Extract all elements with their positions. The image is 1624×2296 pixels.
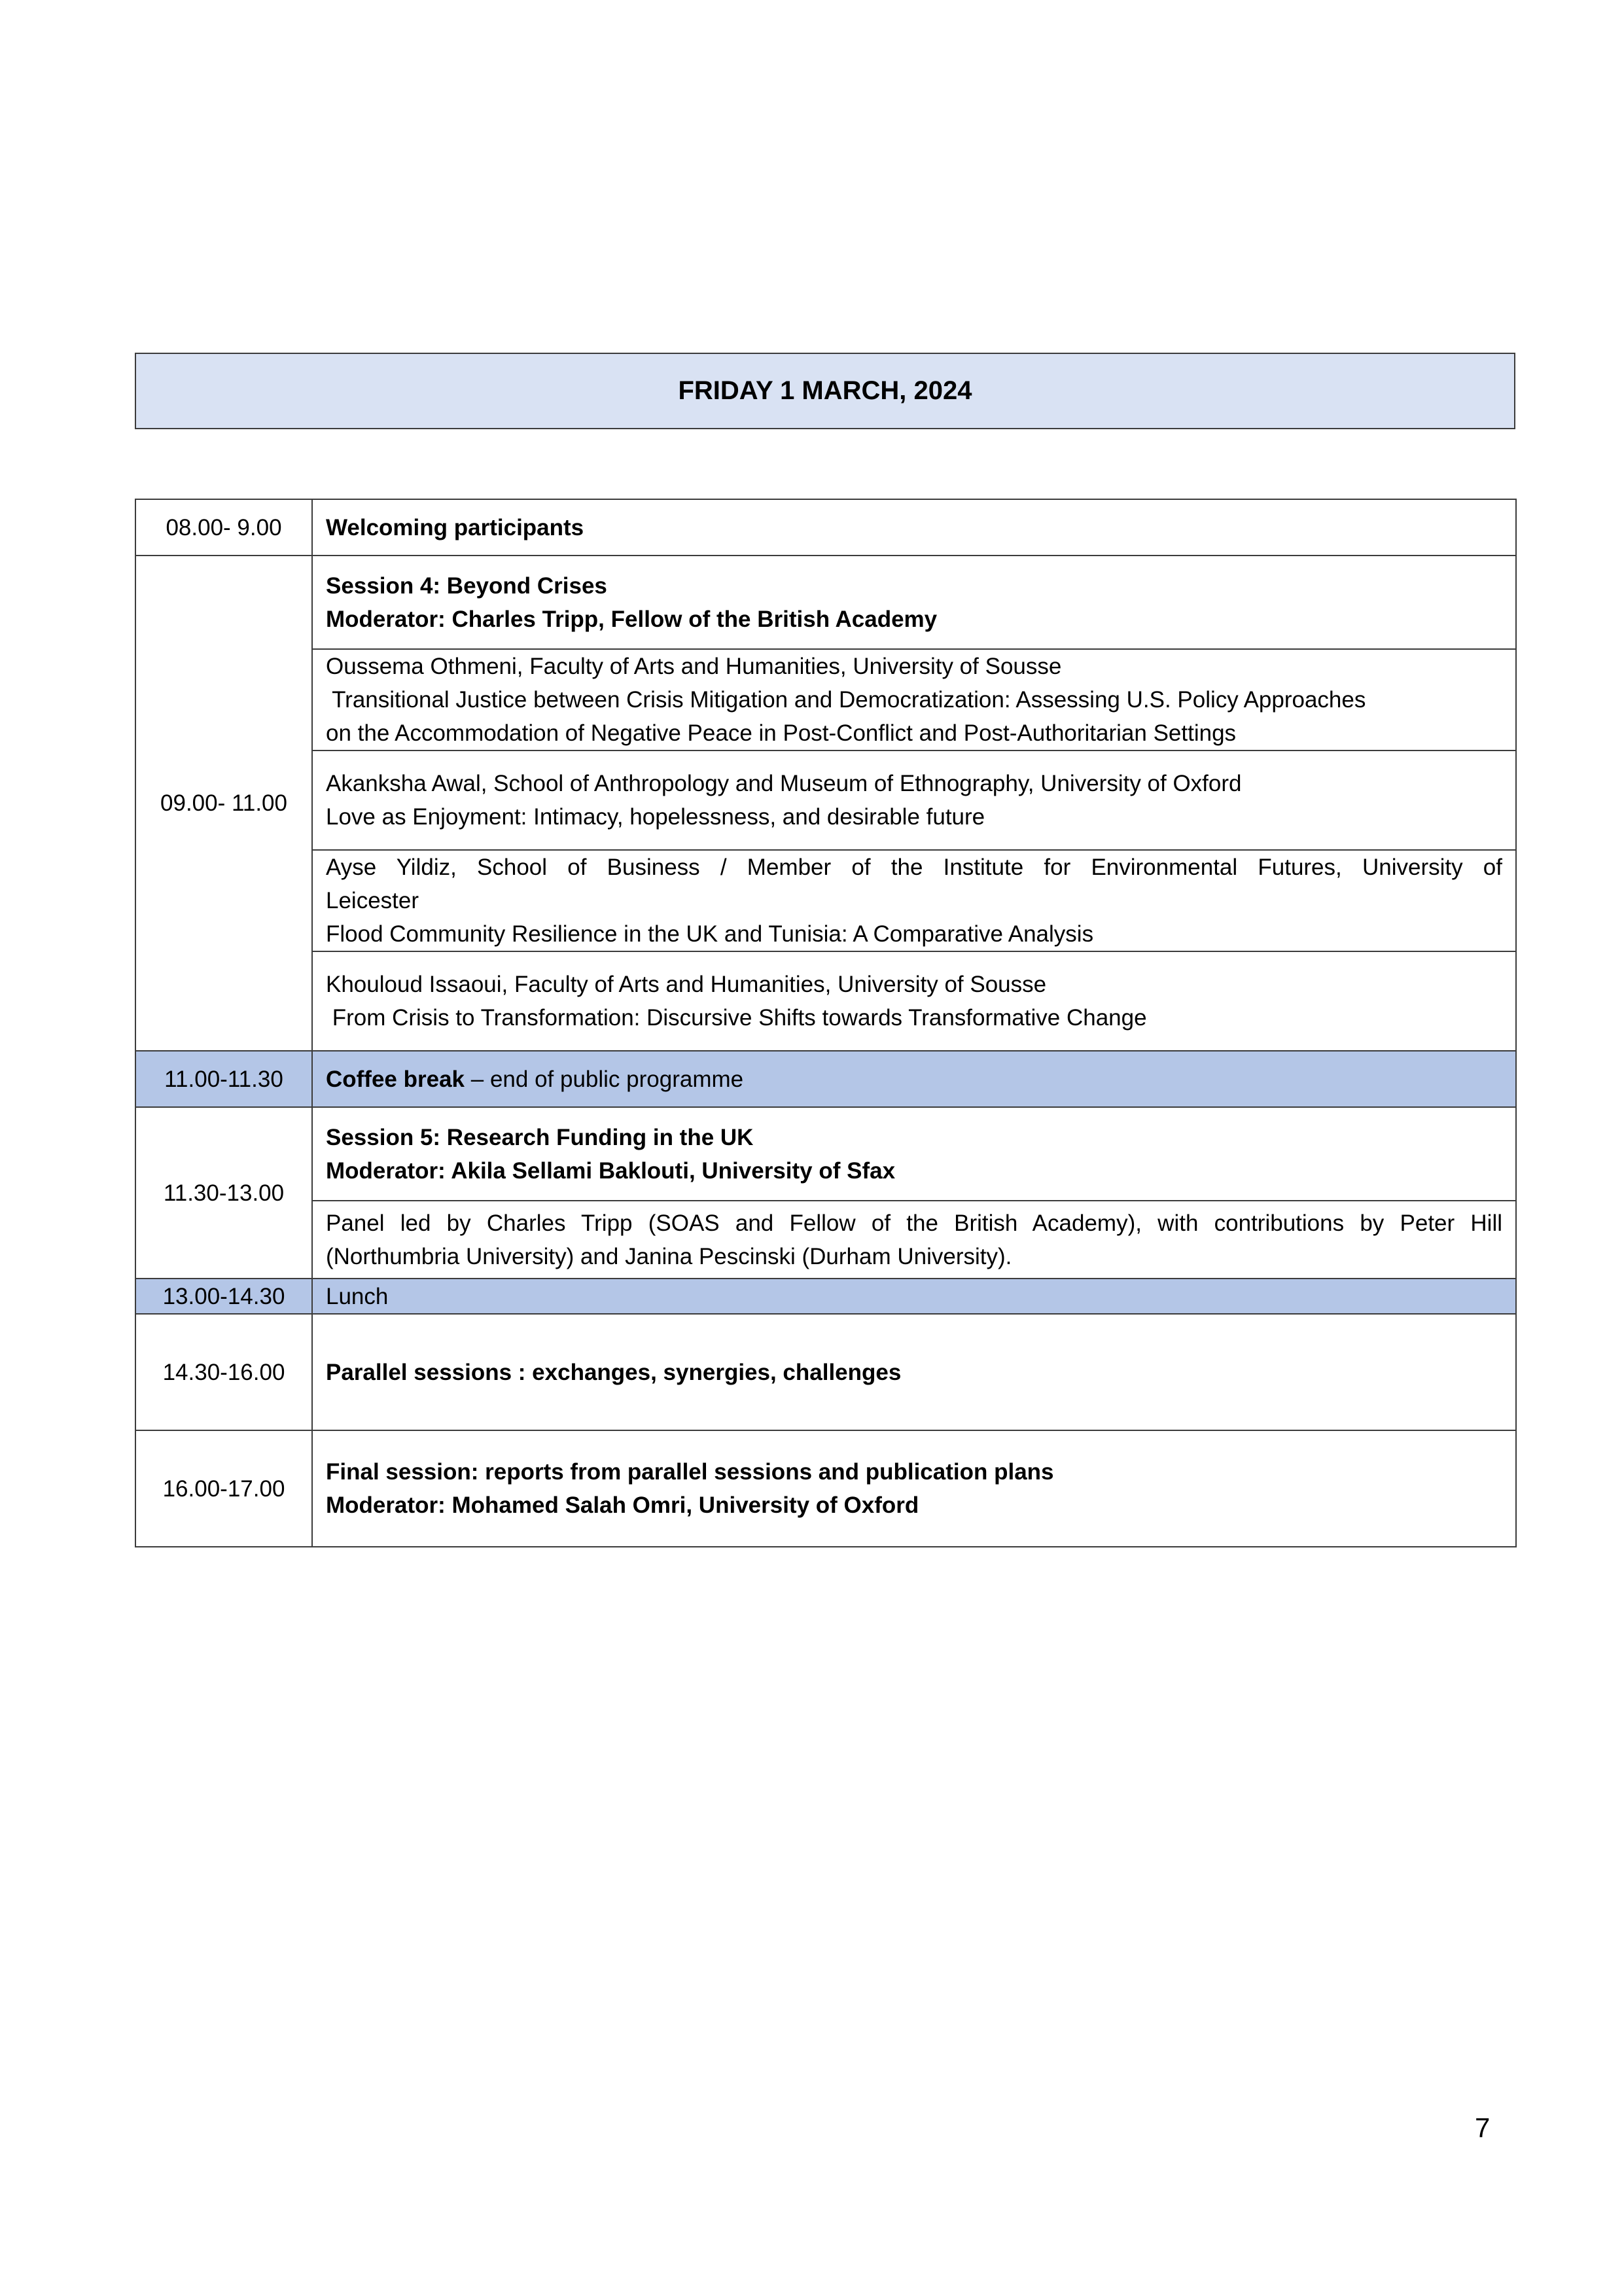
event-title: Coffee break xyxy=(326,1066,465,1092)
talk-row xyxy=(135,850,1516,951)
session-heading-cell xyxy=(312,556,1516,649)
schedule-row-welcome xyxy=(135,499,1516,556)
time-cell: 11.30-13.00 xyxy=(135,1107,312,1279)
event-cell xyxy=(312,499,1516,556)
talk-row xyxy=(135,751,1516,850)
talk-cell xyxy=(312,649,1516,751)
schedule-row-lunch xyxy=(135,1279,1516,1314)
page-number: 7 xyxy=(1475,2112,1491,2143)
session-moderator: Moderator: Charles Tripp, Fellow of the British Academy xyxy=(326,606,938,632)
talk-title: Transitional Justice between Crisis Mitigation and Democratization: Assessing U.S. Policy Approaches xyxy=(326,687,1366,713)
session-title: Session 5: Research Funding in the UK xyxy=(326,1124,754,1150)
panel-description: Panel led by Charles Tripp (SOAS and Fellow of the British Academy), with contributions by Peter Hill xyxy=(326,1210,1502,1236)
panel-cell xyxy=(312,1201,1516,1279)
time-cell: 09.00- 11.00 xyxy=(135,556,312,1051)
talk-row xyxy=(135,951,1516,1051)
talk-title: From Crisis to Transformation: Discursive Shifts towards Transformative Change xyxy=(326,1005,1147,1031)
talk-title: Flood Community Resilience in the UK and Tunisia: A Comparative Analysis xyxy=(326,921,1094,947)
talk-cell xyxy=(312,951,1516,1051)
session-moderator: Moderator: Akila Sellami Baklouti, University of Sfax xyxy=(326,1157,896,1184)
session-title: Session 4: Beyond Crises xyxy=(326,573,607,599)
talk-speaker: Ayse Yildiz, School of Business / Member of the Institute for Environmental Futures, University of xyxy=(326,855,1502,880)
talk-speaker: Oussema Othmeni, Faculty of Arts and Humanities, University of Sousse xyxy=(326,654,1062,679)
panel-description-continued: (Northumbria University) and Janina Pescinski (Durham University). xyxy=(326,1243,1012,1269)
time-cell: 13.00-14.30 xyxy=(135,1279,312,1314)
talk-speaker: Akanksha Awal, School of Anthropology and Museum of Ethnography, University of Oxford xyxy=(326,771,1242,796)
event-title: Parallel sessions : exchanges, synergies, challenges xyxy=(326,1359,902,1385)
event-title: Lunch xyxy=(326,1283,389,1309)
day-title xyxy=(135,353,1515,429)
talk-row xyxy=(135,649,1516,751)
event-moderator: Moderator: Mohamed Salah Omri, University of Oxford xyxy=(326,1492,919,1518)
talk-title: Love as Enjoyment: Intimacy, hopelessness, and desirable future xyxy=(326,804,985,830)
schedule-row-final xyxy=(135,1430,1516,1547)
time-cell: 08.00- 9.00 xyxy=(135,499,312,556)
event-cell xyxy=(312,1051,1516,1107)
talk-speaker: Khouloud Issaoui, Faculty of Arts and Humanities, University of Sousse xyxy=(326,972,1047,997)
time-cell: 16.00-17.00 xyxy=(135,1430,312,1547)
schedule-table xyxy=(135,499,1517,1547)
schedule-row-coffee xyxy=(135,1051,1516,1107)
talk-title-continued: on the Accommodation of Negative Peace in Post-Conflict and Post-Authoritarian Settings xyxy=(326,720,1237,746)
time-cell: 14.30-16.00 xyxy=(135,1314,312,1430)
day-title-text: FRIDAY 1 MARCH, 2024 xyxy=(678,376,972,405)
talk-speaker-continued: Leicester xyxy=(326,888,419,913)
schedule-row-session5-heading xyxy=(135,1107,1516,1201)
time-cell: 11.00-11.30 xyxy=(135,1051,312,1107)
event-title: Welcoming participants xyxy=(326,514,584,540)
schedule-row-parallel xyxy=(135,1314,1516,1430)
schedule-row-session4-heading xyxy=(135,556,1516,649)
event-cell xyxy=(312,1314,1516,1430)
event-cell xyxy=(312,1279,1516,1314)
event-cell xyxy=(312,1430,1516,1547)
session-heading-cell xyxy=(312,1107,1516,1201)
talk-cell xyxy=(312,850,1516,951)
event-title: Final session: reports from parallel sessions and publication plans xyxy=(326,1459,1054,1485)
event-note: – end of public programme xyxy=(465,1066,744,1092)
panel-row xyxy=(135,1201,1516,1279)
talk-cell xyxy=(312,751,1516,850)
